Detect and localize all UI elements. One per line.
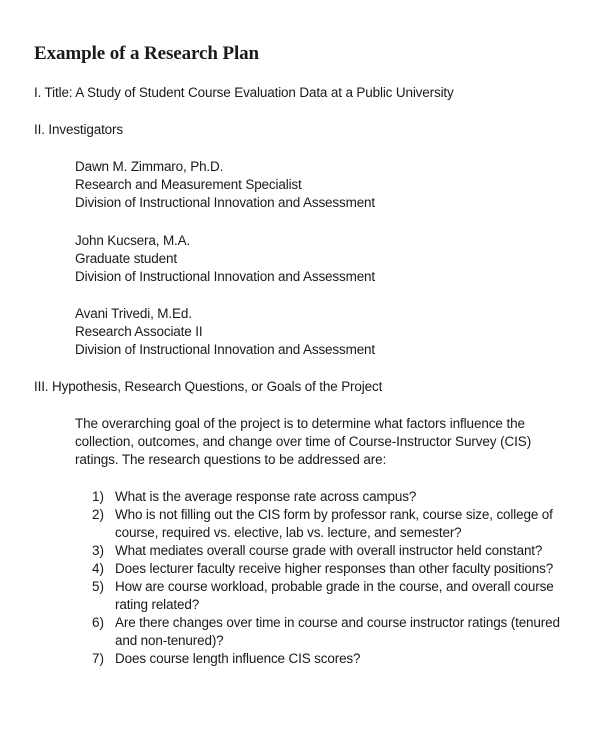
- list-item: [92, 650, 572, 668]
- list-item: [92, 578, 572, 614]
- list-item: [92, 506, 572, 542]
- list-item-number: 7): [92, 651, 105, 666]
- list-item-line: How are course workload, probable grade in the course, and overall course: [115, 579, 554, 594]
- list-item-text: [115, 560, 572, 578]
- investigator-division: Division of Instructional Innovation and Assessment: [75, 342, 376, 357]
- list-item-text: [115, 488, 572, 506]
- list-item-line: course, required vs. elective, lab vs. lecture, and semester?: [115, 525, 462, 540]
- paragraph-line: collection, outcomes, and change over time of Course-Instructor Survey (CIS): [75, 434, 532, 449]
- investigator-role: Graduate student: [75, 251, 177, 266]
- paragraph-line: ratings. The research questions to be addressed are:: [75, 452, 387, 467]
- list-item-line: rating related?: [115, 597, 200, 612]
- list-item-text: [115, 650, 572, 668]
- investigator-role: Research and Measurement Specialist: [75, 177, 302, 192]
- list-item-number: 4): [92, 561, 105, 576]
- list-item-text: [115, 542, 572, 560]
- list-item: [92, 560, 572, 578]
- list-item-number: 3): [92, 543, 105, 558]
- list-item: [92, 614, 572, 650]
- research-questions-list: [92, 488, 572, 668]
- list-item-line: Who is not filling out the CIS form by professor rank, course size, college of: [115, 507, 553, 522]
- investigator-name: Avani Trivedi, M.Ed.: [75, 306, 192, 321]
- goal-paragraph: [75, 415, 531, 469]
- list-item-line: Does lecturer faculty receive higher responses than other faculty positions?: [115, 561, 554, 576]
- investigator-name: John Kucsera, M.A.: [75, 233, 191, 248]
- list-item-line: What is the average response rate across campus?: [115, 489, 417, 504]
- list-item-line: What mediates overall course grade with overall instructor held constant?: [115, 543, 543, 558]
- investigator-block: [75, 232, 375, 286]
- list-item: [92, 488, 572, 506]
- list-item: [92, 542, 572, 560]
- list-item-text: [115, 506, 572, 542]
- list-item-line: and non-tenured)?: [115, 633, 224, 648]
- list-item-number: 6): [92, 615, 105, 630]
- investigator-division: Division of Instructional Innovation and Assessment: [75, 195, 376, 210]
- document-heading: Example of a Research Plan: [34, 43, 260, 64]
- section-title-line: I. Title: A Study of Student Course Evaluation Data at a Public University: [34, 85, 454, 100]
- investigator-name: Dawn M. Zimmaro, Ph.D.: [75, 159, 224, 174]
- investigator-block: [75, 158, 375, 212]
- list-item-number: 2): [92, 507, 105, 522]
- investigator-division: Division of Instructional Innovation and Assessment: [75, 269, 376, 284]
- section-hypothesis-heading: III. Hypothesis, Research Questions, or Goals of the Project: [34, 379, 383, 394]
- list-item-line: Does course length influence CIS scores?: [115, 651, 361, 666]
- list-item-line: Are there changes over time in course and course instructor ratings (tenured: [115, 615, 560, 630]
- investigator-role: Research Associate II: [75, 324, 203, 339]
- list-item-number: 1): [92, 489, 105, 504]
- list-item-number: 5): [92, 579, 105, 594]
- list-item-text: [115, 578, 572, 614]
- investigator-block: [75, 305, 375, 359]
- list-item-text: [115, 614, 572, 650]
- section-investigators-heading: II. Investigators: [34, 122, 123, 137]
- paragraph-line: The overarching goal of the project is to determine what factors influence the: [75, 416, 525, 431]
